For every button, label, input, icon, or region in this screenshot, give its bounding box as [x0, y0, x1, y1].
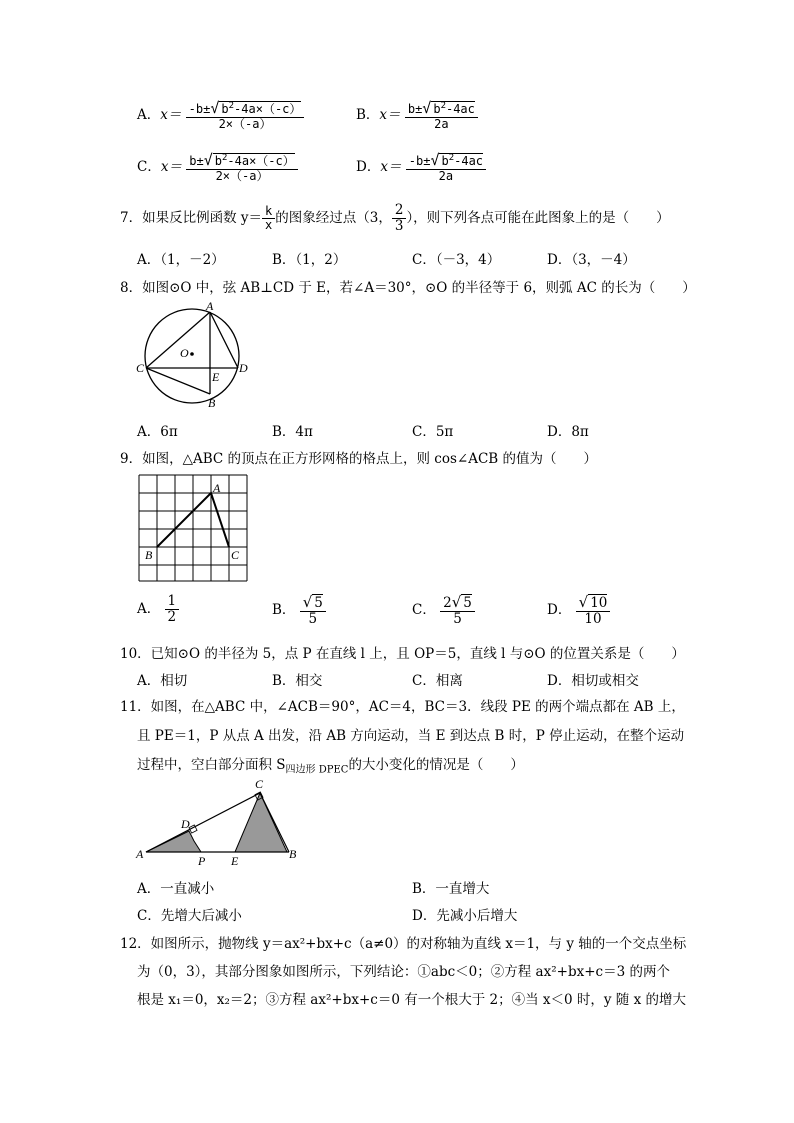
- label-c: C: [136, 361, 145, 375]
- q6-c-formula: $\frac{b\pm√ b^2-4a\times(-c)}{2\times(-a)}$: [186, 152, 298, 183]
- q9-option-c: C． $\frac{2√ 5}{5}$: [412, 594, 475, 627]
- label-e: E: [212, 370, 220, 384]
- q11-option-b: B．一直增大: [412, 881, 490, 897]
- q8-option-c: C．5π: [412, 424, 454, 440]
- label-a: A: [206, 299, 214, 313]
- q10-option-d: D．相切或相交: [547, 673, 639, 689]
- q8-option-b: B．4π: [272, 424, 313, 440]
- q8-stem: 8．如图⊙O 中，弦 AB⊥CD 于 E，若∠A＝30°，⊙O 的半径等于 6，则弧 AC 的长为（ ）: [120, 280, 696, 296]
- label-b: B: [208, 396, 216, 410]
- segment-ad: [210, 312, 238, 368]
- q12-line-2: 为（0，3），其部分图象如图所示，下列结论：①abc＜0；②方程 ax²+bx+c＝3 的两个: [137, 964, 670, 980]
- q6-option-b: B．x＝ $\frac{b\pm√ b^2-4ac}{2a}$: [356, 100, 478, 131]
- q7-option-d: D．（3，－4）: [547, 252, 636, 268]
- label-a: A: [213, 481, 221, 495]
- q7-option-c: C．（－3，4）: [412, 252, 501, 268]
- label-p: P: [198, 854, 206, 866]
- q11-triangle-figure: [134, 776, 304, 866]
- q7-option-a: A．（1，－2）: [137, 252, 225, 268]
- label-b: B: [145, 548, 153, 562]
- q11-line-1: 11．如图，在△ABC 中，∠ACB＝90°，AC＝4，BC＝3．线段 PE 的两个端点都在 AB 上，: [120, 699, 685, 715]
- q8-circle-figure: [130, 298, 255, 410]
- q11-option-d: D．先减小后增大: [412, 908, 518, 924]
- q12-line-3: 根是 x₁＝0，x₂＝2；③方程 ax²+bx+c＝0 有一个根大于 2；④当 x＜0 时，y 随 x 的增大: [137, 992, 686, 1008]
- q6-option-c: C．x＝ $\frac{b\pm√ b^2-4a\times(-c)}{2\times(-a)}$: [137, 152, 298, 183]
- label-c: C: [231, 548, 240, 562]
- q6-a-formula: $\frac{-b\pm√ b^2-4a\times(-c)}{2\times(-a)}$: [186, 100, 305, 131]
- q9-option-d: D． $\frac{√ 10}{10}$: [547, 594, 610, 627]
- q8-option-d: D．8π: [547, 424, 589, 440]
- q7-stem: 7．如果反比例函数 y＝ $\frac{k}{x}$ 的图象经过点（3， $\frac{2}{3}$ ），则下列各点可能在此图象上的是（ ）: [120, 202, 670, 234]
- q10-stem: 10．已知⊙O 的半径为 5，点 P 在直线 l 上，且 OP＝5，直线 l 与⊙O 的位置关系是（ ）: [120, 646, 685, 662]
- segment-ac: [146, 312, 210, 368]
- q7-k-fraction: $\frac{k}{x}$: [262, 205, 275, 232]
- q10-option-a: A．相切: [137, 673, 188, 689]
- q11-line-2: 且 PE＝1，P 从点 A 出发，沿 AB 方向运动，当 E 到达点 B 时，P 停止运动，在整个运动: [137, 728, 685, 744]
- shaded-triangle-apd: [146, 831, 201, 852]
- q9-stem: 9．如图，△ABC 的顶点在正方形网格的格点上，则 cos∠ACB 的值为（ ）: [120, 451, 598, 467]
- label-d: D: [181, 817, 190, 831]
- q9-option-b: B． $\frac{√ 5}{5}$: [272, 594, 326, 627]
- q6-d-formula: $\frac{-b\pm√ b^2-4ac}{2a}$: [406, 152, 486, 183]
- q6-b-formula: $\frac{b\pm√ b^2-4ac}{2a}$: [405, 100, 478, 131]
- label-c: C: [255, 777, 264, 791]
- segment-cb: [146, 368, 210, 394]
- q10-option-c: C．相离: [412, 673, 463, 689]
- q6-option-a: A．x＝ $\frac{-b\pm√ b^2-4a\times(-c)}{2\times(-a)}$: [137, 100, 304, 131]
- q9-grid-figure: [136, 473, 251, 585]
- q11-line-3: 过程中，空白部分面积 $S_{四边形 DPEC}$的大小变化的情况是（ ）: [137, 757, 524, 776]
- q7-point-fraction: $\frac{2}{3}$: [392, 203, 407, 234]
- q9-option-a: A． $\frac{1}{2}$: [137, 594, 179, 625]
- q10-option-b: B．相交: [272, 673, 323, 689]
- q11-option-c: C．先增大后减小: [137, 908, 242, 924]
- square-grid: [139, 475, 247, 581]
- q11-option-a: A．一直减小: [137, 881, 215, 897]
- center-point: [190, 352, 194, 356]
- q6-option-d: D．x＝ $\frac{-b\pm√ b^2-4ac}{2a}$: [356, 152, 486, 183]
- label-b: B: [289, 847, 297, 861]
- q8-option-a: A．6π: [137, 424, 178, 440]
- q7-option-b: B．（1，2）: [272, 252, 347, 268]
- label-e: E: [231, 854, 239, 866]
- label-o: O: [180, 346, 189, 360]
- q12-line-1: 12．如图所示，抛物线 y＝ax²+bx+c（a≠0）的对称轴为直线 x＝1，与 y 轴的一个交点坐标: [120, 936, 687, 952]
- label-a: A: [136, 847, 144, 861]
- label-d: D: [239, 361, 248, 375]
